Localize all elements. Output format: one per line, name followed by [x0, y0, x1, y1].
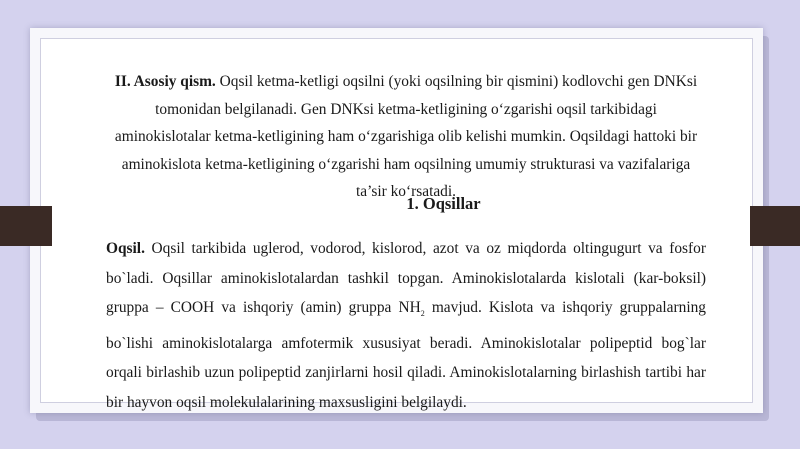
intro-text: Oqsil ketma-ketligi oqsilni (yoki oqsilning bir qismini) kodlovchi gen DNKsi tomonidan belgilanadi. Gen DNKsi ketma-ketligining o‘zgarishi oqsil tarkibidagi aminokislotalar ketma-ketligining ham o‘zgarishiga olib kelishi mumkin. Oqsildagi hattoki bir aminokislota ketma-ketligining o‘zgarishi ham oqsilning umumiy strukturasi va vazifalariga ta’sir ko‘rsatadi. [114, 73, 698, 201]
right-tab-decoration [750, 206, 800, 246]
body-text-part1: Oqsil tarkibida uglerod, vodorod, kislorod, azot va oz miqdorda oltingugurt va fosfor bo`ladi. Oqsillar aminokislotalardan tashkil topgan. Aminokislotalarda kislotali (kar-boksil) gruppa – COOH va ishqoriy (amin) gruppa NH [106, 240, 706, 316]
body-text-part2: mavjud. Kislota va ishqoriy gruppalarning bo`lishi aminokislotalarga amfotermik xususiyat beradi. Aminokislotalar polipeptid bog`lar orqali birlashib uzun polipeptid zanjirlarni hosil qiladi. Aminokislotalarning birlashish tartibi har bir hayvon oqsil molekulalarining maxsusligini belgilaydi. [106, 299, 706, 411]
left-tab-decoration [0, 206, 52, 246]
intro-paragraph [106, 68, 706, 206]
body-paragraph [106, 234, 706, 417]
slide-content [106, 68, 706, 411]
section-title: 1. Oqsillar [406, 194, 481, 213]
body-term: Oqsil. [106, 240, 145, 257]
body-subscript: 2 [420, 309, 425, 319]
intro-heading: II. Asosiy qism. [114, 73, 216, 90]
